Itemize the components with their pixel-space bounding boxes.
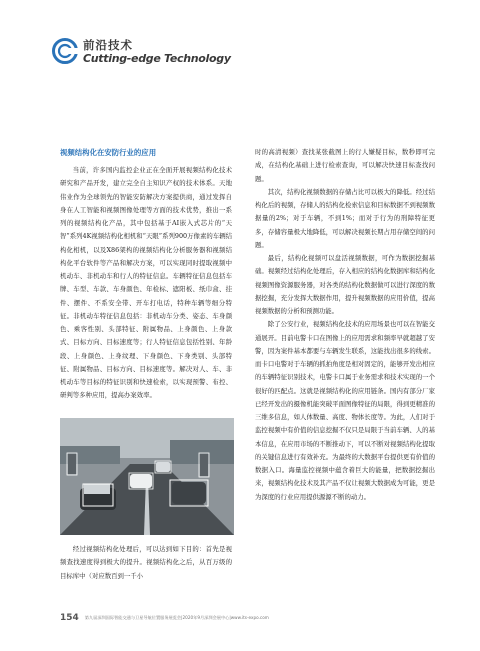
- left-column-bottom: [60, 543, 232, 583]
- paragraph: 经过视频结构化处理后，可以达到如下目的：首先是视频查找速度得到极大的提升。视频结构化之后，从百万级的目标库中（对应数百到一千小: [60, 545, 232, 580]
- section-logo-icon: [52, 38, 78, 64]
- section-header: [52, 36, 252, 76]
- paragraph-continuation: 时的高清视频）查找某张截图上的行人嫌疑目标，数秒即可完成，在结构化基础上进行检索查询，可以解决快速目标查找问题。: [255, 148, 435, 183]
- article-title: 视频结构化在安防行业的应用: [60, 148, 157, 157]
- paragraph: 最后，结构化视频可以盘活视频数据，可作为数据挖掘基础。视频经过结构化处理后，存入相应的结构化数据库和结构化视频图像资源服务器，对各类的结构化数据做可以进行深度的数据挖掘，充分发挥大数据作用，提升视频数据的应用价值，提高视频数据的分析和预测功能。: [255, 254, 435, 315]
- page-footer: [60, 612, 269, 624]
- footer-text: 第九届深圳国际智能交通与卫星导航位置服务展览会|2020年9月深圳会展中心|www.its-expo.com: [84, 615, 269, 620]
- section-title-cn: 前沿技术: [83, 38, 133, 52]
- paragraph: 除了公安行业，视频结构化技术的应用场景也可以在智能交通展开。目前电警卡口在图像上的应用需求和频率早就超越了安警，因为案件基本都要与车辆发生联系，这能找出很多的线索。而卡口电警对于车辆的抓拍角度是相对固定的，能够开发出相应的车辆特征识别技术，电警卡口属于业务需求和技术实现的一个很好的匹配点。这就是视频结构化的应用链条。国内有部分厂家已经开发出的摄像机能突破平面图像特征的局限，得到更精准的三维多信息，如人体数量、高度、物体长度等。为此，人们对于监控视频中有价值的信息挖掘不仅只是局限于当前车辆、人的基本信息，在应用市场的不断推动下，可以不断对视频结构化提取的关键信息进行有效补充。为最终的大数据平台提供更有价值的数据入口。海量监控视频中蕴含着巨大的能量，把数据挖掘出来，视频结构化技术及其产品不仅让视频大数据成为可能，更是为深度的行业应用提供源源不断的动力。: [255, 320, 435, 501]
- right-column: [255, 146, 435, 504]
- paragraph: 其次，结构化视频数据的存储占比可以极大的降低。经过结构化后的视频，存储人的结构化检索信息和目标数据不到视频数据量的2%；对于车辆，不到1%；而对于行为的刑障特征更多，存储容量极大地降低，可以解决视频长期占用存储空间的问题。: [255, 187, 435, 249]
- left-column: [60, 164, 232, 403]
- section-title-en: Cutting-edge Technology: [83, 52, 231, 65]
- surveillance-photo: [60, 418, 234, 535]
- paragraph: 当前，许多国内监控企业正在全面开展视频结构化技术研究和产品开发，建立完全自主知识产权的技术体系。天地伟业作为全球领先的智能安防解决方案提供商，通过发挥自身在人工智能和视频图像处理等方面的技术优势，推出一系列的视频结构化产品，其中包括基于AI嵌入式芯片的“天智”系列4K视频结构化相机和“天眼”系列900万像素的车辆结构化相机，以及X86架构的视频结构化分析服务器和视频结构化平台软件等产品和解决方案，可以实现同时提取视频中机动车、非机动车和行人的特征信息。车辆特征信息包括车牌、车型、车款、车身颜色、年检标、遮阳板、纸巾盒、挂件、摆件、不系安全带、开车打电话，特种车辆等细分特征。非机动车特征信息包括：非机动车分类、姿态、车身颜色、乘客性别、头部特征、附属物品、上身颜色、上身款式、目标方向、目标速度等；行人特征信息包括性别、年龄段、上身颜色、上身纹理、下身颜色、下身类别、头部特征、附属物品、目标方向、目标速度等。解决对人、车、非机动车等目标的特征识别和快速检索，以实现预警、布控、研判等多种应用，提高办案效率。: [60, 166, 232, 400]
- page-number: 154: [60, 613, 79, 623]
